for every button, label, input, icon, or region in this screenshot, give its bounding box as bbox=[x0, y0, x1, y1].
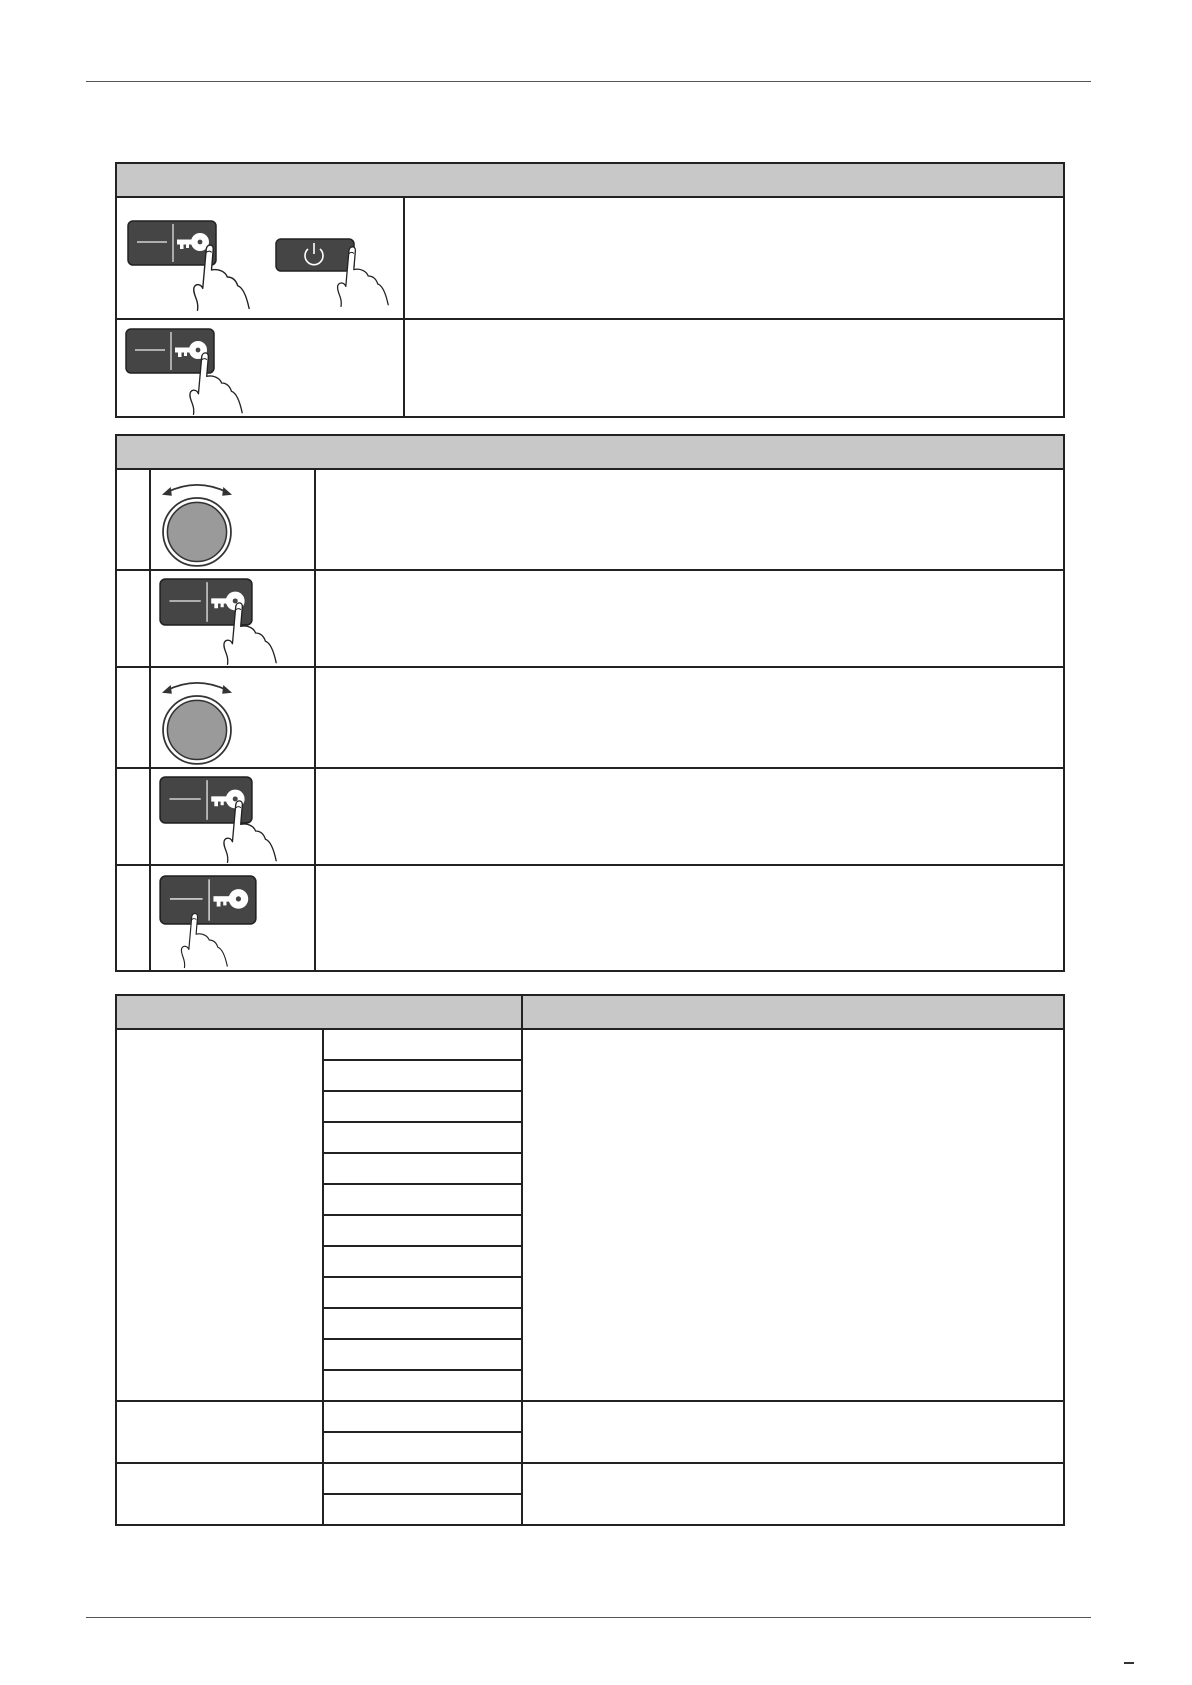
table-2-row-4-text bbox=[315, 768, 1064, 865]
table-3-group-2-text bbox=[522, 1401, 1064, 1463]
table-2-step-3 bbox=[116, 667, 150, 768]
table-2-row-1-text bbox=[315, 469, 1064, 570]
top-rule bbox=[86, 81, 1091, 82]
table-3-group-3-option bbox=[323, 1494, 522, 1525]
table-2 bbox=[115, 434, 1065, 972]
table-2-row-4-image bbox=[150, 768, 315, 865]
page-edge-mark bbox=[1124, 1662, 1134, 1664]
table-1-row-2-text bbox=[404, 319, 1064, 417]
table-2-row-3-text bbox=[315, 667, 1064, 768]
table-2-step-1 bbox=[116, 469, 150, 570]
table-3-group-1-option bbox=[323, 1091, 522, 1122]
table-3-group-1-option bbox=[323, 1370, 522, 1401]
table-2-row-3-image bbox=[150, 667, 315, 768]
table-3-group-1-option bbox=[323, 1184, 522, 1215]
table-3-group-1-option bbox=[323, 1060, 522, 1091]
rotary-dial-icon bbox=[151, 471, 316, 569]
table-3-group-3-option bbox=[323, 1463, 522, 1494]
table-3-group-1-option bbox=[323, 1246, 522, 1277]
table-2-step-2 bbox=[116, 570, 150, 667]
table-3-group-3-label bbox=[116, 1463, 323, 1525]
key-lock-button-icon bbox=[117, 320, 405, 416]
table-3-group-1-option bbox=[323, 1339, 522, 1370]
table-1-row-1-text bbox=[404, 197, 1064, 319]
table-3-header-left bbox=[116, 995, 522, 1029]
table-3-group-2-option bbox=[323, 1432, 522, 1463]
table-1-row-2-image bbox=[116, 319, 404, 417]
key-lock-button-icon bbox=[151, 770, 316, 864]
table-2-row-1-image bbox=[150, 469, 315, 570]
table-3-group-2-option bbox=[323, 1401, 522, 1432]
table-2-step-4 bbox=[116, 768, 150, 865]
bottom-rule bbox=[86, 1617, 1091, 1618]
table-2-row-5-text bbox=[315, 865, 1064, 971]
table-3-group-3-text bbox=[522, 1463, 1064, 1525]
table-3-group-1-text bbox=[522, 1029, 1064, 1401]
key-lock-button-icon bbox=[151, 867, 316, 969]
table-3 bbox=[115, 994, 1065, 1526]
table-3-group-1-option bbox=[323, 1122, 522, 1153]
table-3-group-1-option bbox=[323, 1215, 522, 1246]
table-3-group-1-option bbox=[323, 1029, 522, 1060]
table-3-header-right bbox=[522, 995, 1064, 1029]
table-2-header bbox=[116, 435, 1064, 469]
table-1-header bbox=[116, 163, 1064, 197]
table-3-group-1-label bbox=[116, 1029, 323, 1401]
table-3-group-1-option bbox=[323, 1277, 522, 1308]
table-1 bbox=[115, 162, 1065, 418]
table-2-row-2-text bbox=[315, 570, 1064, 667]
table-2-row-5-image bbox=[150, 865, 315, 971]
rotary-dial-icon bbox=[151, 669, 316, 767]
table-2-step-5 bbox=[116, 865, 150, 971]
table-1-row-1-image bbox=[116, 197, 404, 319]
table-3-group-1-option bbox=[323, 1153, 522, 1184]
key-lock-button-icon bbox=[151, 572, 316, 666]
table-3-group-2-label bbox=[116, 1401, 323, 1463]
table-3-group-1-option bbox=[323, 1308, 522, 1339]
key-lock-button-icon bbox=[117, 198, 405, 316]
table-2-row-2-image bbox=[150, 570, 315, 667]
